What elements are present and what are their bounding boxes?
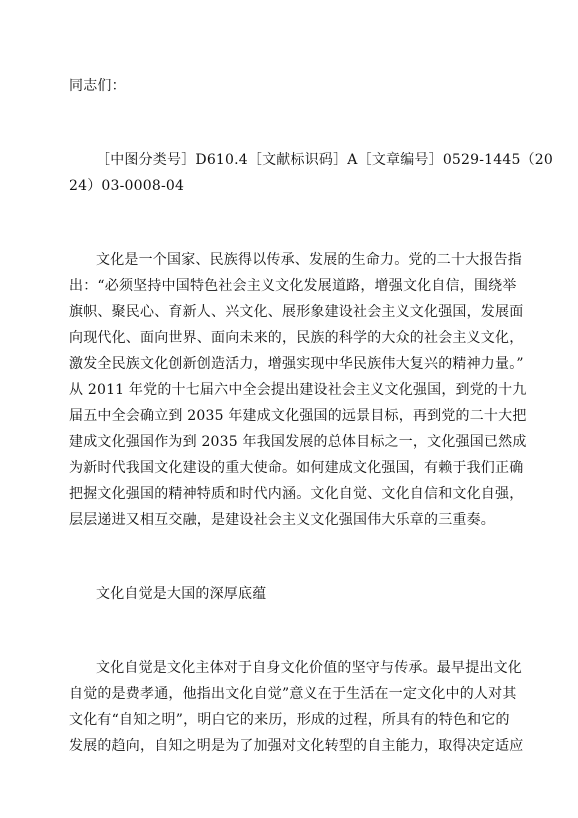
paragraph-1-line: 建成文化强国作为到 2035 年我国发展的总体目标之一，文化强国已然成 [69,434,527,450]
paragraph-1-line: 激发全民族文化创新创造活力，增强实现中华民族伟大复兴的精神力量。” [69,356,524,372]
paragraph-1-line: 届五中全会确立到 2035 年建成文化强国的远景目标，再到党的二十大把 [69,408,527,424]
paragraph-1-line: 从 2011 年党的十七届六中全会提出建设社会主义文化强国，到党的十九 [69,382,527,398]
paragraph-1-line: 为新时代我国文化建设的重大使命。如何建成文化强国，有赖于我们正确 [69,460,524,476]
paragraph-1-line: 向现代化、面向世界、面向未来的，民族的科学的大众的社会主义文化， [69,330,524,346]
classification-line-1: ［中图分类号］D610.4［文献标识码］A［文章编号］0529-1445（20 [96,152,554,168]
paragraph-1-line: 层层递进又相互交融，是建设社会主义文化强国伟大乐章的三重奏。 [69,512,495,528]
section-heading: 文化自觉是大国的深厚底蕴 [96,586,267,602]
paragraph-2-line: 文化有“自知之明”，明白它的来历，形成的过程，所具有的特色和它的 [69,712,510,728]
paragraph-2-line: 文化自觉是文化主体对于自身文化价值的坚守与传承。最早提出文化 [96,660,522,676]
greeting: 同志们： [69,78,126,94]
paragraph-1-line: 把握文化强国的精神特质和时代内涵。文化自觉、文化自信和文化自强， [69,486,524,502]
paragraph-2-line: 自觉的是费孝通，他指出文化自觉”意义在于生活在一定文化中的人对其 [69,686,517,702]
paragraph-1-line: 文化是一个国家、民族得以传承、发展的生命力。党的二十大报告指 [96,252,522,268]
paragraph-1-line: 旗帜、聚民心、育新人、兴文化、展形象建设社会主义文化强国，发展面 [69,304,524,320]
paragraph-1-line: 出：“必须坚持中国特色社会主义文化发展道路，增强文化自信，围绕举 [69,278,517,294]
paragraph-2-line: 发展的趋向，自知之明是为了加强对文化转型的自主能力，取得决定适应 [69,738,524,754]
classification-line-2: 24）03-0008-04 [69,178,185,194]
